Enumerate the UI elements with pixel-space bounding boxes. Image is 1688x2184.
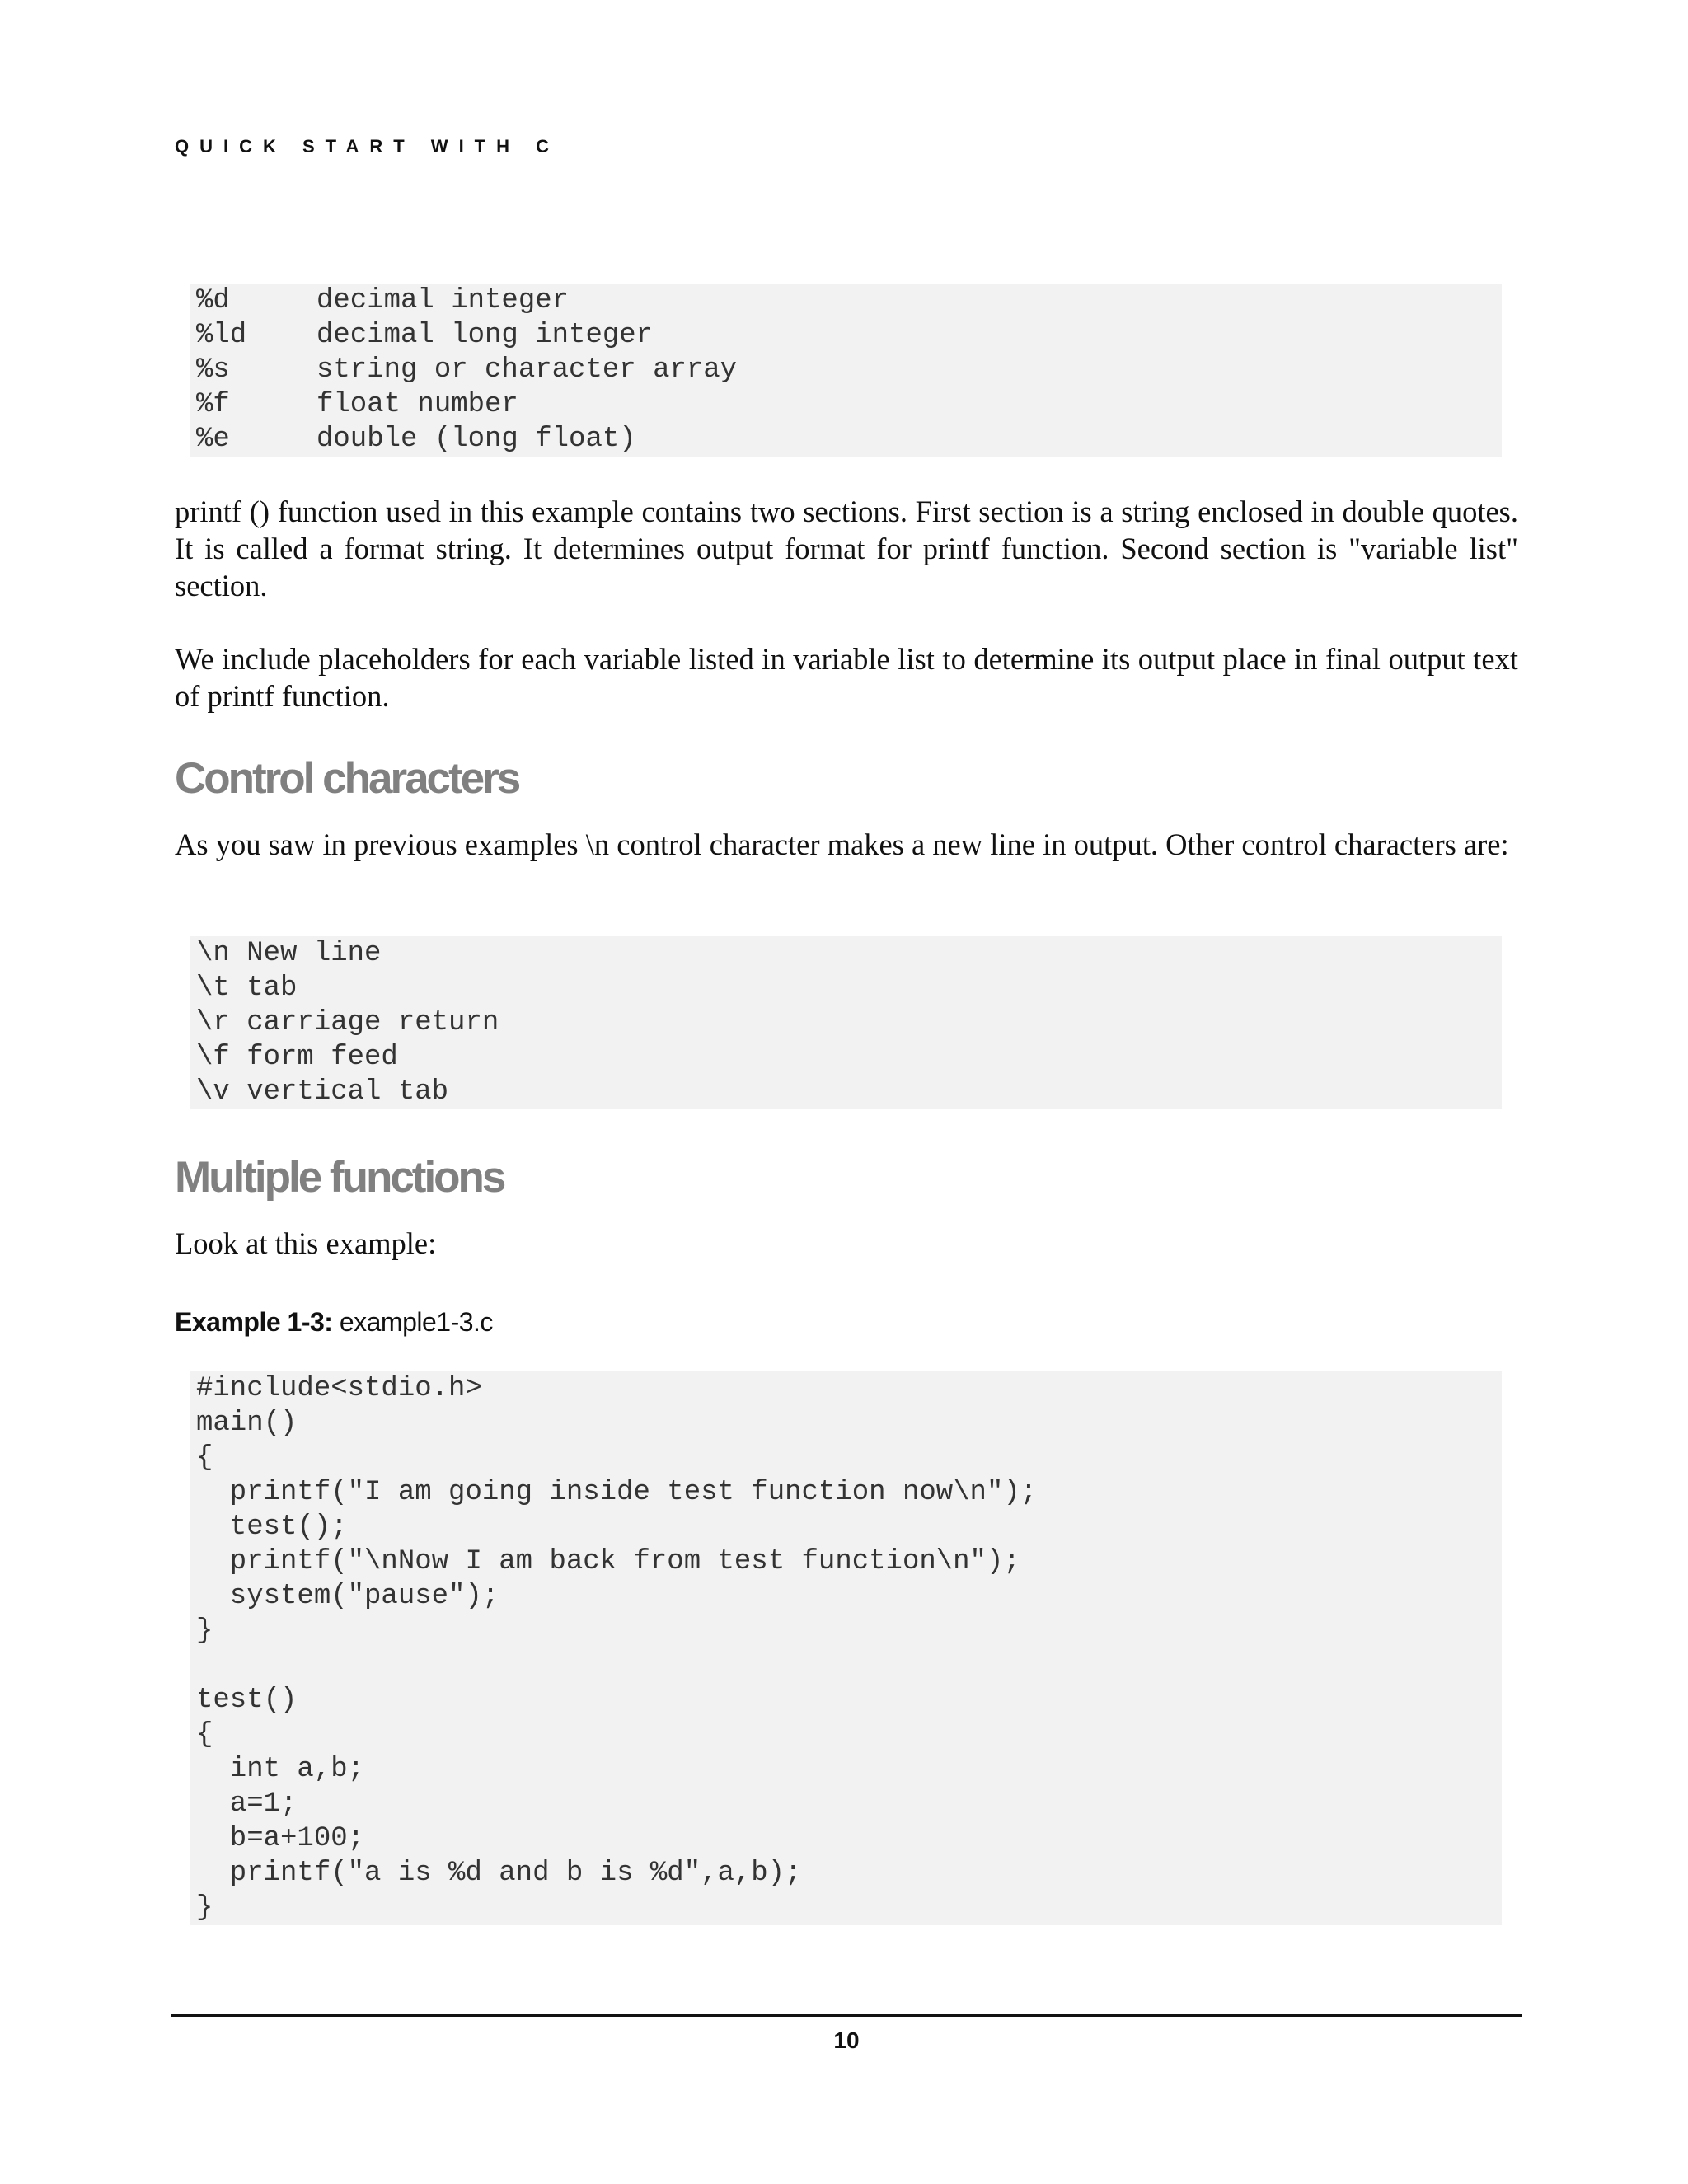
- specifier-code: %s: [196, 354, 230, 386]
- code-line: }: [196, 1892, 213, 1924]
- code-line: {: [196, 1719, 213, 1750]
- example-code-block: [190, 1371, 1502, 1925]
- specifier-description: string or character array: [316, 354, 738, 386]
- example-caption: [175, 1307, 493, 1338]
- specifier-code: %ld: [196, 320, 247, 351]
- specifier-row: [196, 387, 1502, 422]
- code-line: main(): [196, 1408, 298, 1439]
- code-line: printf("\nNow I am back from test function\n");: [196, 1546, 1020, 1577]
- code-line: #include<stdio.h>: [196, 1373, 482, 1404]
- control-characters-block: [190, 936, 1502, 1109]
- specifier-code: %d: [196, 285, 230, 316]
- specifier-row: [196, 422, 1502, 457]
- format-specifier-block: [190, 284, 1502, 457]
- running-header: QUICK START WITH C: [175, 136, 560, 157]
- placeholders-paragraph: We include placeholders for each variable listed in variable list to determine its output place in final output text of printf function.: [175, 642, 1518, 713]
- specifier-description: decimal integer: [316, 285, 570, 316]
- look-example-paragraph: Look at this example:: [175, 1226, 437, 1260]
- specifier-row: [196, 353, 1502, 387]
- specifier-description: float number: [316, 389, 518, 420]
- code-line: }: [196, 1615, 213, 1647]
- specifier-code: %f: [196, 389, 230, 420]
- example-filename: example1-3.c: [339, 1307, 493, 1337]
- multiple-functions-heading: Multiple functions: [175, 1153, 504, 1202]
- code-line: test();: [196, 1511, 348, 1543]
- control-characters-intro: As you saw in previous examples \n control character makes a new line in output. Other control characters are:: [175, 827, 1509, 861]
- control-char-line: \f form feed: [196, 1042, 398, 1073]
- specifier-row: [196, 284, 1502, 318]
- code-line: b=a+100;: [196, 1823, 365, 1854]
- code-line: system("pause");: [196, 1581, 499, 1612]
- code-line: printf("a is %d and b is %d",a,b);: [196, 1858, 802, 1889]
- specifier-code: %e: [196, 424, 230, 455]
- printf-sections-paragraph: printf () function used in this example contains two sections. First section is a string enclosed in double quotes. It is called a format string. It determines output format for printf function. Second section is "variable list" section.: [175, 494, 1518, 602]
- code-line: int a,b;: [196, 1754, 365, 1785]
- control-characters-heading: Control characters: [175, 754, 519, 803]
- footer-rule: [171, 2014, 1522, 2017]
- control-char-line: \n New line: [196, 938, 382, 969]
- page-number: 10: [833, 2027, 860, 2053]
- control-char-line: \r carriage return: [196, 1007, 499, 1038]
- example-label: Example 1-3:: [175, 1307, 333, 1337]
- code-line: {: [196, 1442, 213, 1474]
- control-char-line: \v vertical tab: [196, 1076, 449, 1108]
- code-line: test(): [196, 1685, 298, 1716]
- code-line: a=1;: [196, 1788, 298, 1820]
- specifier-description: decimal long integer: [316, 320, 654, 351]
- code-line: [196, 1648, 1502, 1683]
- specifier-description: double (long float): [316, 424, 636, 455]
- control-char-line: \t tab: [196, 972, 298, 1004]
- code-line: printf("I am going inside test function now\n");: [196, 1477, 1038, 1508]
- specifier-row: [196, 318, 1502, 353]
